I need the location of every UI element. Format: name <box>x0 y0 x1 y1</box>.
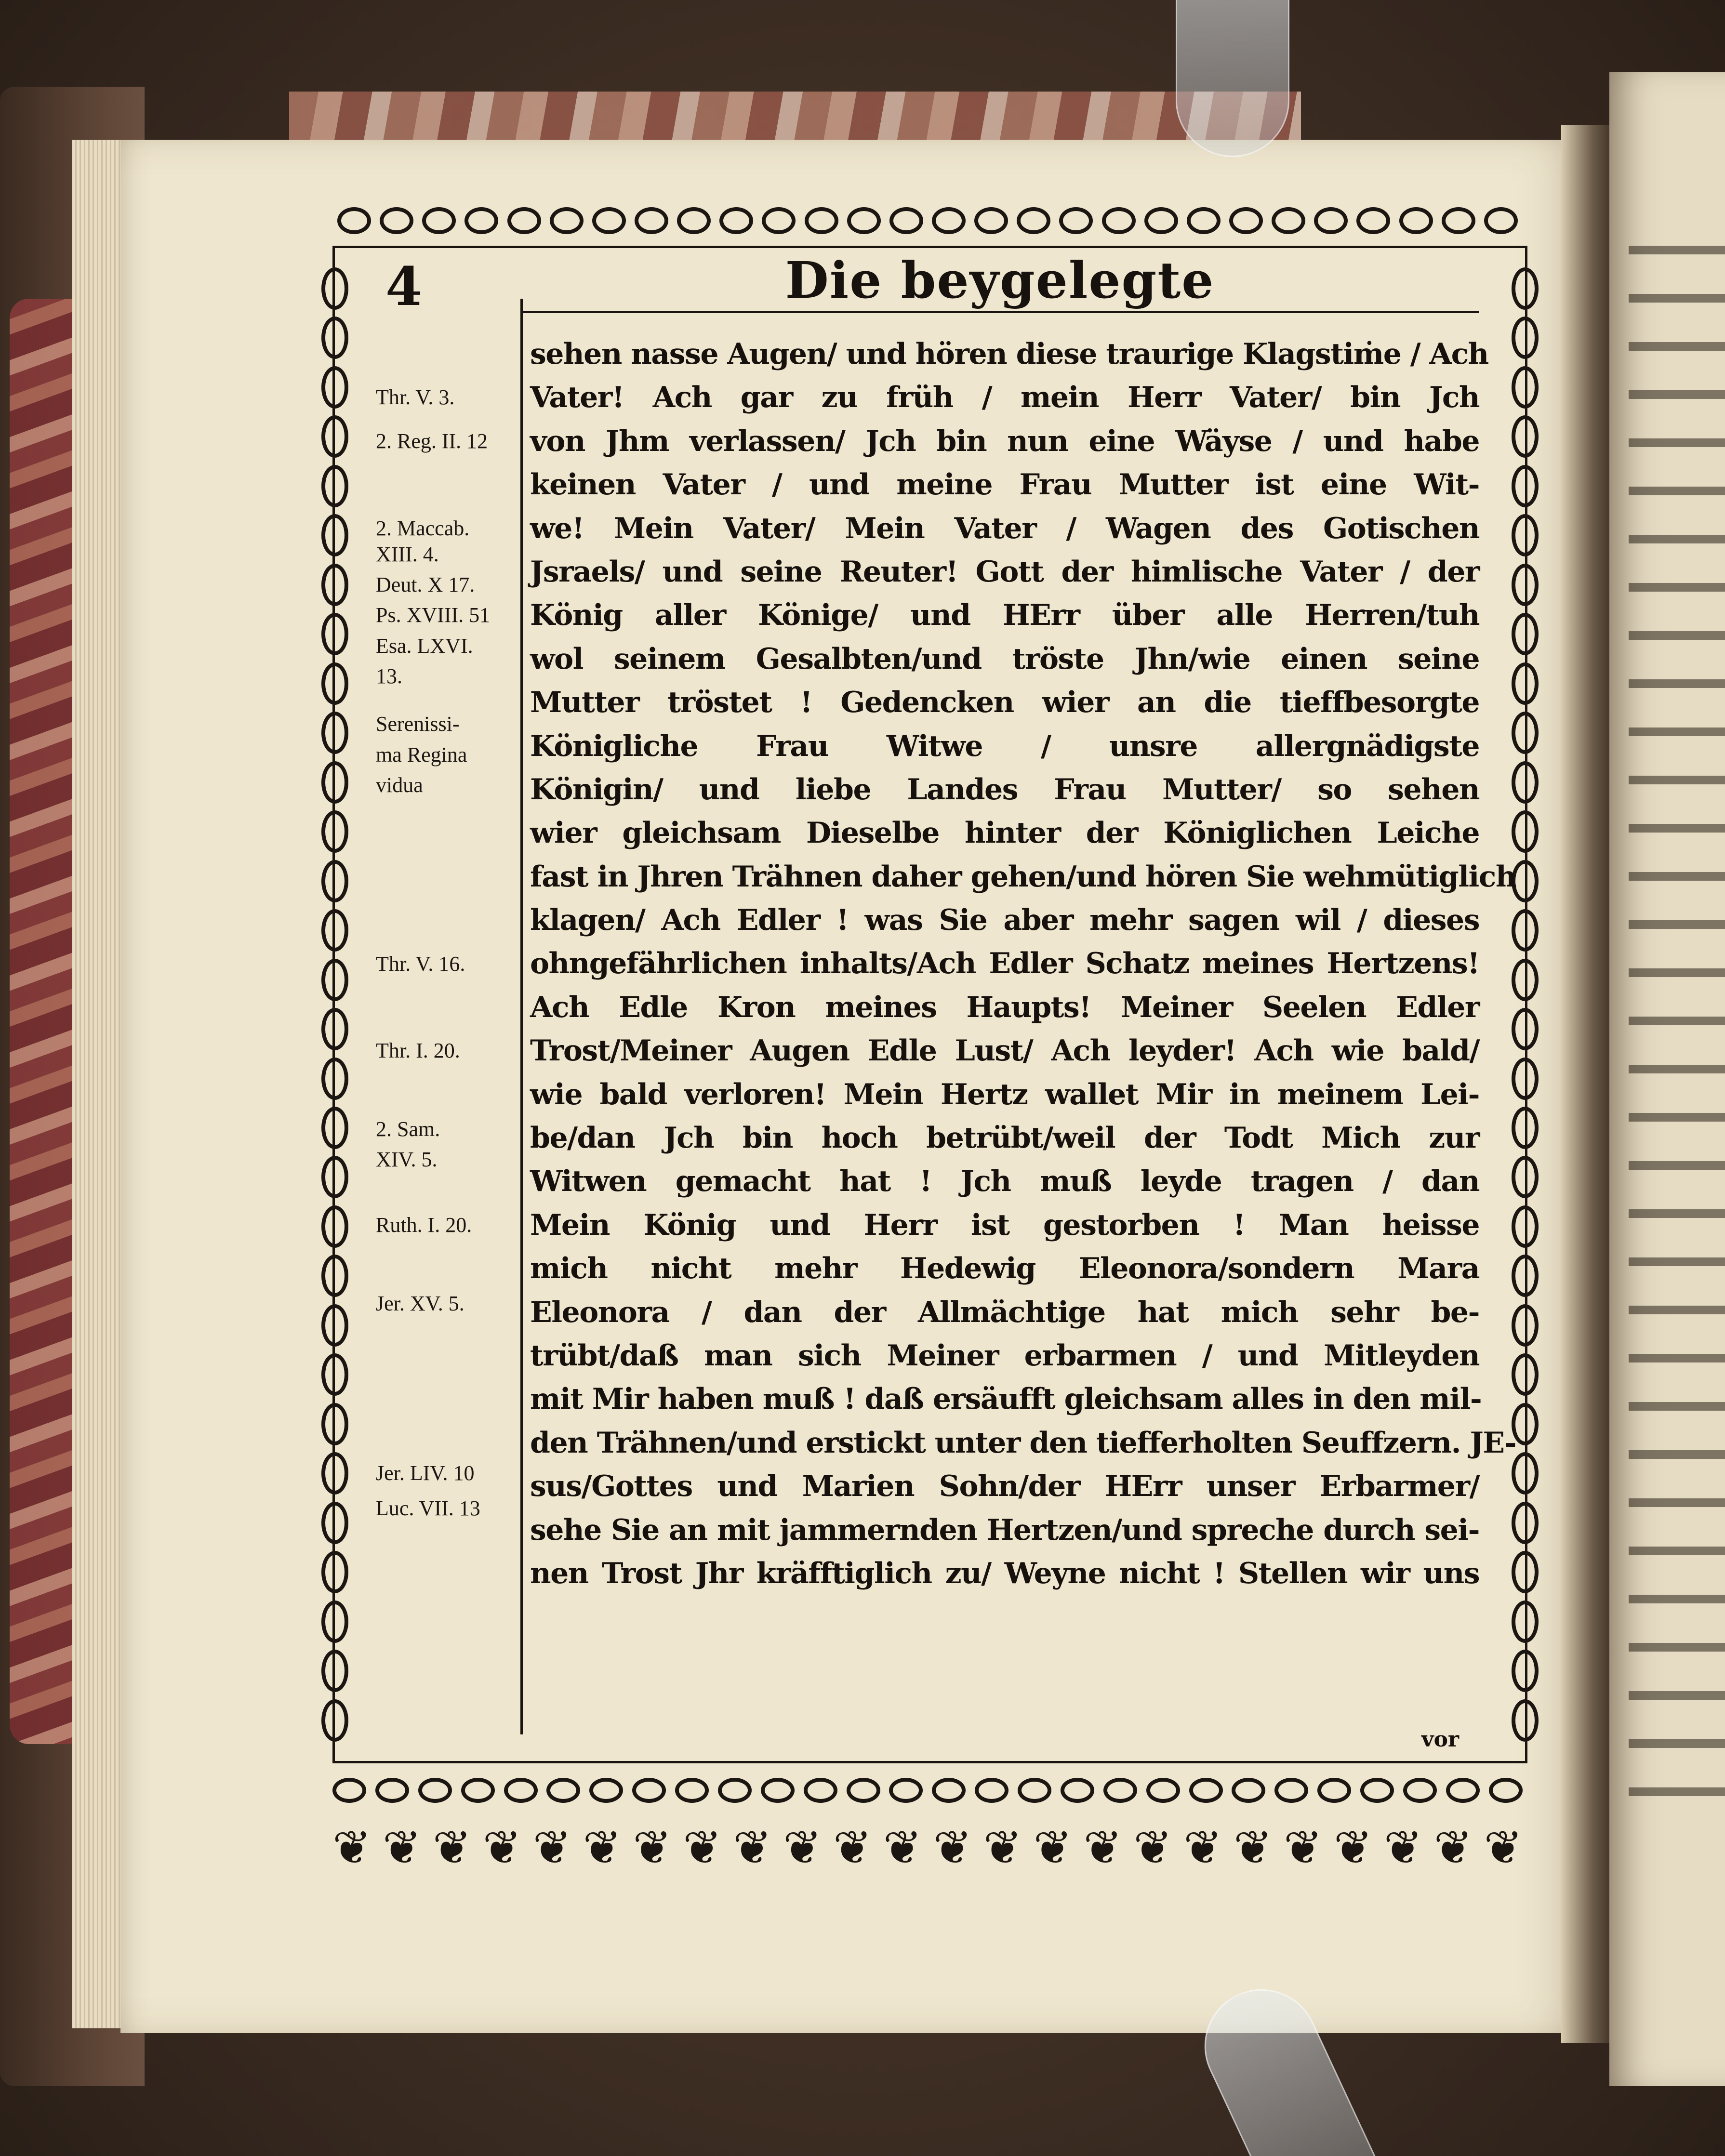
border-link <box>321 1353 348 1396</box>
border-link <box>718 1778 752 1803</box>
border-link <box>1512 1058 1539 1100</box>
fleuron-ornament: ❦ <box>783 1821 822 1875</box>
border-link <box>321 1403 348 1445</box>
border-link <box>1512 366 1539 409</box>
text-line: Königliche Frau Witwe / unsre allergnädigste <box>530 729 1479 763</box>
text-line: trübt/daß man sich Meiner erbarmen / und Mitleyden <box>530 1338 1479 1373</box>
text-line: Witwen gemacht hat ! Jch muß leyde tragen / dan <box>530 1164 1479 1199</box>
fleuron-ornament: ❦ <box>1133 1821 1172 1875</box>
header-rule <box>520 311 1479 313</box>
margin-note: Luc. VII. 13 <box>376 1496 480 1520</box>
border-link <box>321 1008 348 1050</box>
border-link <box>321 1551 348 1593</box>
border-link <box>1512 267 1539 310</box>
margin-note: XIII. 4. <box>376 542 439 566</box>
border-link <box>380 207 413 234</box>
border-link <box>1187 207 1221 234</box>
fleuron-ornament: ❦ <box>1283 1821 1323 1875</box>
margin-note: 13. <box>376 664 402 688</box>
facing-page <box>1609 72 1725 2086</box>
border-link <box>1489 1778 1523 1803</box>
border-link <box>1512 1205 1539 1248</box>
page-clip-top <box>1176 0 1289 157</box>
border-link <box>889 1778 923 1803</box>
fleuron-ornament: ❦ <box>482 1821 522 1875</box>
ornamental-border-left <box>316 267 354 1742</box>
border-link <box>1232 1778 1265 1803</box>
border-link <box>321 317 348 359</box>
border-link <box>321 267 348 310</box>
border-link <box>1403 1778 1437 1803</box>
border-link <box>1446 1778 1480 1803</box>
border-link <box>719 207 753 234</box>
fleuron-ornament: ❦ <box>883 1821 922 1875</box>
border-link <box>761 1778 795 1803</box>
border-link <box>889 207 923 234</box>
border-link <box>332 1778 366 1803</box>
border-link <box>1061 1778 1094 1803</box>
border-link <box>847 207 881 234</box>
border-link <box>1512 1600 1539 1643</box>
margin-note: 2. Maccab. <box>376 516 470 540</box>
text-line: keinen Vater / und meine Frau Mutter ist eine Wit- <box>530 468 1479 502</box>
text-line: Mutter tröstet ! Gedencken wier an die tieffbesorgte <box>530 686 1479 720</box>
border-link <box>675 1778 709 1803</box>
ornamental-border-right <box>1506 267 1544 1742</box>
margin-note: 2. Sam. <box>376 1117 440 1141</box>
border-link <box>677 207 711 234</box>
border-link <box>321 909 348 952</box>
border-link <box>1272 207 1305 234</box>
margin-note: Jer. XV. 5. <box>376 1291 464 1315</box>
text-line: Eleonora / dan der Allmächtige hat mich sehr be- <box>530 1295 1479 1329</box>
text-line: Trost/Meiner Augen Edle Lust/ Ach leyder! Ach wie bald/ <box>530 1034 1479 1068</box>
catchword: vor <box>1421 1727 1460 1752</box>
text-line: mit Mir haben muß ! daß ersäufft gleichsam alles in den mil- <box>530 1382 1482 1416</box>
border-link <box>1017 207 1050 234</box>
fleuron-ornament: ❦ <box>382 1821 422 1875</box>
border-link <box>337 207 371 234</box>
border-link <box>1512 810 1539 853</box>
fleuron-ornament: ❦ <box>733 1821 772 1875</box>
margin-note: ma Regina <box>376 742 467 767</box>
border-link <box>1512 613 1539 655</box>
border-link <box>1512 564 1539 606</box>
text-line: klagen/ Ach Edler ! was Sie aber mehr sagen wil / dieses <box>530 903 1479 938</box>
border-link <box>932 1778 966 1803</box>
border-link <box>321 514 348 556</box>
border-link <box>1512 514 1539 556</box>
margin-note: Thr. V. 16. <box>376 952 465 976</box>
border-link <box>1512 662 1539 705</box>
text-line: ohngefährlichen inhalts/Ach Edler Schatz meines Hertzens! <box>530 947 1479 981</box>
border-link <box>321 415 348 458</box>
border-link <box>1512 1304 1539 1347</box>
border-link <box>1512 317 1539 359</box>
border-link <box>1146 1778 1180 1803</box>
border-link <box>1103 1778 1137 1803</box>
text-line: Vater! Ach gar zu früh / mein Herr Vater/ bin Jch <box>530 381 1479 415</box>
border-link <box>1189 1778 1223 1803</box>
margin-note: vidua <box>376 773 423 797</box>
border-link <box>321 564 348 606</box>
border-link <box>932 207 966 234</box>
fleuron-ornament: ❦ <box>1484 1821 1523 1875</box>
border-link <box>321 1600 348 1643</box>
border-link <box>321 761 348 804</box>
border-link <box>1512 712 1539 754</box>
margin-note: Serenissi- <box>376 712 460 736</box>
fleuron-ornament: ❦ <box>332 1821 372 1875</box>
border-link <box>1512 1255 1539 1297</box>
border-link <box>1059 207 1093 234</box>
border-link <box>635 207 668 234</box>
border-link <box>1102 207 1136 234</box>
border-link <box>1229 207 1263 234</box>
fleuron-ornament: ❦ <box>633 1821 672 1875</box>
border-link <box>321 1699 348 1742</box>
fleuron-row <box>332 1821 1523 1874</box>
border-link <box>974 207 1008 234</box>
border-link <box>375 1778 409 1803</box>
fleuron-ornament: ❦ <box>1083 1821 1122 1875</box>
border-link <box>1512 1699 1539 1742</box>
border-link <box>1018 1778 1051 1803</box>
border-link <box>550 207 584 234</box>
border-link <box>1360 1778 1394 1803</box>
margin-note: Ruth. I. 20. <box>376 1213 472 1237</box>
margin-note: Deut. X 17. <box>376 573 475 597</box>
border-link <box>847 1778 880 1803</box>
text-line: wol seinem Gesalbten/und tröste Jhn/wie einen seine <box>530 642 1479 676</box>
border-link <box>804 1778 837 1803</box>
border-link <box>321 1304 348 1347</box>
margin-note: Thr. V. 3. <box>376 385 455 410</box>
fleuron-ornament: ❦ <box>1433 1821 1473 1875</box>
running-head: Die beygelegte <box>785 251 1215 310</box>
fleuron-ornament: ❦ <box>1333 1821 1373 1875</box>
border-link <box>321 1255 348 1297</box>
border-link <box>1512 465 1539 507</box>
fleuron-ornament: ❦ <box>532 1821 571 1875</box>
border-link <box>422 207 456 234</box>
border-link <box>1484 207 1518 234</box>
border-link <box>1512 959 1539 1001</box>
text-line: Mein König und Herr ist gestorben ! Man heisse <box>530 1208 1479 1242</box>
border-link <box>1512 1156 1539 1198</box>
border-link <box>321 1058 348 1100</box>
text-line: den Trähnen/und erstickt unter den tiefferholten Seuffzern. JE- <box>530 1426 1516 1460</box>
border-link <box>321 1650 348 1692</box>
border-link <box>321 860 348 902</box>
border-link <box>507 207 541 234</box>
text-line: mich nicht mehr Hedewig Eleonora/sondern Mara <box>530 1252 1479 1286</box>
border-link <box>1512 1107 1539 1149</box>
border-link <box>1144 207 1178 234</box>
border-link <box>321 465 348 507</box>
facing-page-text <box>1629 217 1725 1807</box>
margin-note: Esa. LXVI. <box>376 634 473 658</box>
text-line: König aller Könige/ und HErr über alle Herren/tuh <box>530 598 1479 633</box>
margin-note: Jer. LIV. 10 <box>376 1461 475 1485</box>
text-line: Ach Edle Kron meines Haupts! Meiner Seelen Edler <box>530 990 1479 1024</box>
border-link <box>321 1502 348 1544</box>
border-link <box>762 207 796 234</box>
fleuron-ornament: ❦ <box>983 1821 1022 1875</box>
border-link <box>321 662 348 705</box>
text-line: sus/Gottes und Marien Sohn/der HErr unser Erbarmer/ <box>530 1469 1479 1504</box>
border-link <box>592 207 626 234</box>
border-link <box>321 959 348 1001</box>
text-line: von Jhm verlassen/ Jch bin nun eine Wäyse / und habe <box>530 424 1479 458</box>
border-link <box>1512 1551 1539 1593</box>
border-link <box>504 1778 538 1803</box>
border-link <box>1512 1502 1539 1544</box>
ornamental-border-top <box>337 207 1518 241</box>
border-link <box>464 207 498 234</box>
border-link <box>1442 207 1475 234</box>
border-link <box>321 1452 348 1495</box>
fleuron-ornament: ❦ <box>833 1821 872 1875</box>
text-line: we! Mein Vater/ Mein Vater / Wagen des Gotischen <box>530 511 1479 545</box>
border-link <box>1512 415 1539 458</box>
text-line: nen Trost Jhr kräfftiglich zu/ Weyne nicht ! Stellen wir uns <box>530 1556 1479 1590</box>
body-text <box>530 332 1516 1595</box>
text-line: sehe Sie an mit jammernden Hertzen/und spreche durch sei- <box>530 1513 1479 1547</box>
border-link <box>418 1778 452 1803</box>
border-link <box>321 810 348 853</box>
border-link <box>1356 207 1390 234</box>
fleuron-ornament: ❦ <box>432 1821 472 1875</box>
border-link <box>1512 761 1539 804</box>
page-number: 4 <box>385 255 423 317</box>
border-link <box>321 1205 348 1248</box>
margin-note: Ps. XVIII. 51 <box>376 603 491 627</box>
text-line: Königin/ und liebe Landes Frau Mutter/ so sehen <box>530 772 1479 807</box>
border-link <box>632 1778 666 1803</box>
border-link <box>1399 207 1433 234</box>
fleuron-ornament: ❦ <box>1033 1821 1072 1875</box>
border-link <box>1317 1778 1351 1803</box>
text-line: fast in Jhren Trähnen daher gehen/und hören Sie wehmütiglich <box>530 860 1516 894</box>
fleuron-ornament: ❦ <box>1234 1821 1273 1875</box>
border-link <box>321 1107 348 1149</box>
margin-note: 2. Reg. II. 12 <box>376 429 488 453</box>
border-link <box>1512 1650 1539 1692</box>
border-link <box>546 1778 580 1803</box>
text-line: Jsraels/ und seine Reuter! Gott der himlische Vater / der <box>530 555 1479 589</box>
border-link <box>321 613 348 655</box>
border-link <box>975 1778 1008 1803</box>
border-link <box>461 1778 495 1803</box>
border-link <box>1512 1008 1539 1050</box>
border-link <box>1512 909 1539 952</box>
border-link <box>1512 1353 1539 1396</box>
text-line: sehen nasse Augen/ und hören diese traurige Klagstiṁe / Ach <box>530 337 1488 371</box>
ornamental-border-bottom <box>332 1778 1523 1812</box>
fleuron-ornament: ❦ <box>683 1821 722 1875</box>
margin-note: Thr. I. 20. <box>376 1039 460 1063</box>
border-link <box>321 366 348 409</box>
text-line: wier gleichsam Dieselbe hinter der Königlichen Leiche <box>530 816 1479 850</box>
border-link <box>321 1156 348 1198</box>
fleuron-ornament: ❦ <box>583 1821 622 1875</box>
text-line: wie bald verloren! Mein Hertz wallet Mir in meinem Lei- <box>530 1077 1479 1111</box>
border-link <box>1314 207 1348 234</box>
border-link <box>805 207 838 234</box>
fleuron-ornament: ❦ <box>933 1821 972 1875</box>
margin-note: XIV. 5. <box>376 1148 438 1172</box>
fleuron-ornament: ❦ <box>1383 1821 1423 1875</box>
text-line: be/dan Jch bin hoch betrübt/weil der Todt Mich zur <box>530 1121 1479 1155</box>
border-link <box>589 1778 623 1803</box>
border-link <box>1274 1778 1308 1803</box>
fleuron-ornament: ❦ <box>1183 1821 1222 1875</box>
border-link <box>321 712 348 754</box>
